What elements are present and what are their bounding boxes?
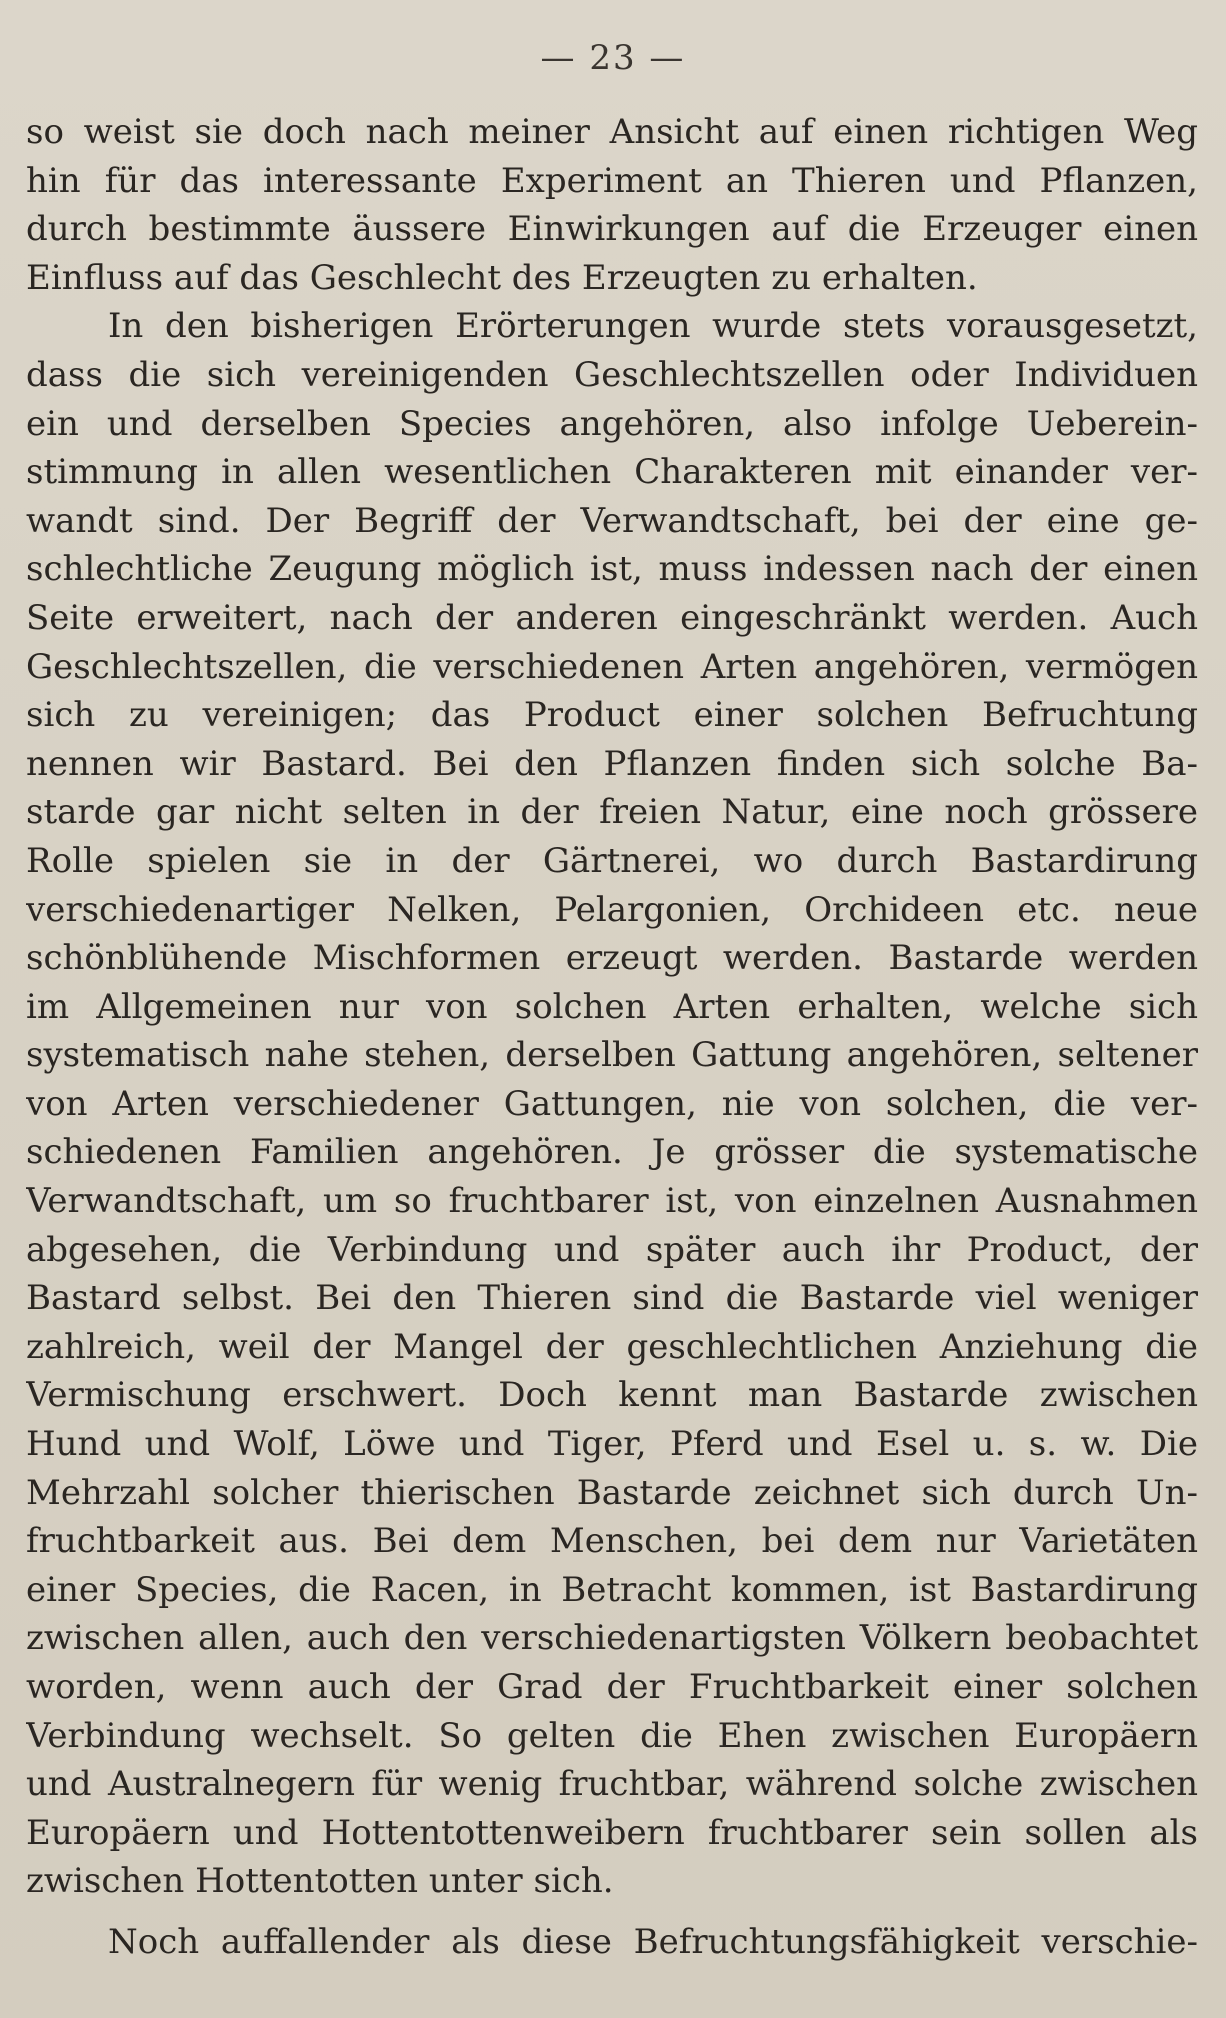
text-line: schlechtliche Zeugung möglich ist, muss indessen nach der einen [26,549,1198,590]
text-line: im Allgemeinen nur von solchen Arten erhalten, welche sich [26,986,1198,1027]
text-line: Mehrzahl solcher thierischen Bastarde zeichnet sich durch Un- [26,1472,1198,1513]
text-line: Bastard selbst. Bei den Thieren sind die Bastarde viel weniger [26,1278,1198,1319]
text-line: hin für das interessante Experiment an Thieren und Pflanzen, [26,160,1198,201]
text-line: nennen wir Bastard. Bei den Pflanzen finden sich solche Ba- [26,743,1198,784]
text-line: schiedenen Familien angehören. Je grösser die systematische [26,1132,1198,1173]
text-line: Vermischung erschwert. Doch kennt man Bastarde zwischen [26,1375,1198,1416]
text-line: von Arten verschiedener Gattungen, nie von solchen, die ver- [26,1083,1198,1124]
text-line: Verwandtschaft, um so fruchtbarer ist, von einzelnen Ausnahmen [26,1181,1198,1222]
text-line: stimmung in allen wesentlichen Charakteren mit einander ver- [26,452,1198,493]
text-line: starde gar nicht selten in der freien Natur, eine noch grössere [26,792,1198,833]
text-line: abgesehen, die Verbindung und später auch ihr Product, der [26,1229,1198,1270]
text-line: ein und derselben Species angehören, also infolge Ueberein- [26,403,1198,444]
text-line: Seite erweitert, nach der anderen eingeschränkt werden. Auch [26,597,1198,638]
text-line: Einfluss auf das Geschlecht des Erzeugten zu erhalten. [26,257,978,298]
text-line: zwischen Hottentotten unter sich. [26,1861,614,1902]
text-line: Geschlechtszellen, die verschiedenen Arten angehören, vermögen [26,646,1198,687]
text-line: Europäern und Hottentottenweibern fruchtbarer sein sollen als [26,1812,1198,1853]
text-line: worden, wenn auch der Grad der Fruchtbarkeit einer solchen [26,1667,1198,1707]
text-line: so weist sie doch nach meiner Ansicht auf einen richtigen Weg [26,112,1198,152]
page-number: — 23 — [540,38,686,78]
text-line: und Australnegern für wenig fruchtbar, während solche zwischen [26,1764,1198,1805]
text-line: dass die sich vereinigenden Geschlechtszellen oder Individuen [26,354,1198,395]
text-line: zahlreich, weil der Mangel der geschlechtlichen Anziehung die [26,1326,1198,1367]
text-line: zwischen allen, auch den verschiedenartigsten Völkern beobachtet [26,1618,1198,1659]
text-line: In den bisherigen Erörterungen wurde stets vorausgesetzt, [108,306,1198,347]
text-line: schönblühende Mischformen erzeugt werden. Bastarde werden [26,938,1198,979]
text-line: sich zu vereinigen; das Product einer solchen Befruchtung [26,695,1198,736]
text-line: verschiedenartiger Nelken, Pelargonien, Orchideen etc. neue [26,889,1198,930]
text-line: systematisch nahe stehen, derselben Gattung angehören, seltener [26,1035,1198,1076]
text-line: Hund und Wolf, Löwe und Tiger, Pferd und Esel u. s. w. Die [26,1424,1198,1465]
text-line: einer Species, die Racen, in Betracht kommen, ist Bastardirung [26,1569,1198,1610]
text-line: Noch auffallender als diese Befruchtungsfähigkeit verschie- [108,1921,1198,1962]
text-line: Verbindung wechselt. So gelten die Ehen zwischen Europäern [26,1715,1198,1756]
text-line: durch bestimmte äussere Einwirkungen auf die Erzeuger einen [26,209,1198,250]
text-line: wandt sind. Der Begriff der Verwandtschaft, bei der eine ge- [26,500,1198,541]
text-line: Rolle spielen sie in der Gärtnerei, wo durch Bastardirung [26,840,1198,881]
text-line: fruchtbarkeit aus. Bei dem Menschen, bei dem nur Varietäten [26,1521,1198,1562]
body-text [26,108,1198,1967]
